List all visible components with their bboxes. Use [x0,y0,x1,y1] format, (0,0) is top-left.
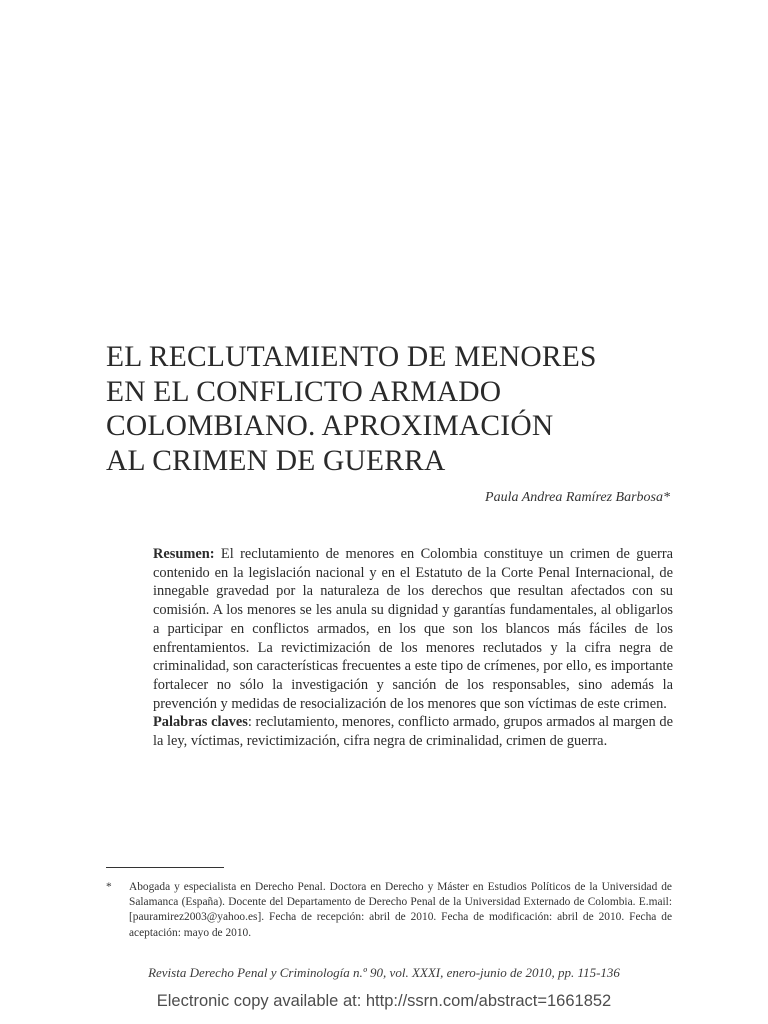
title-line-2: EN EL CONFLICTO ARMADO [106,375,502,408]
abstract-paragraph [153,545,673,713]
title-line-1: EL RECLUTAMIENTO DE MENORES [106,341,597,373]
abstract-block [153,545,673,751]
abstract-text: El reclutamiento de menores en Colombia constituye un crimen de guerra contenido en la legislación nacional y en el Estatuto de la Corte Penal Internacional, de innegable gravedad por la naturaleza de los derechos que resultan afectados con su comisión. A los menores se les anula su dignidad y garantías fundamentales, al obligarlos a participar en conflictos armados, en los que son los blancos más fáciles de los enfrentamientos. La revictimización de los menores reclutados y la cifra negra de criminalidad, son características frecuentes a este tipo de crímenes, por ello, es importante fortalecer no sólo la investigación y sanción de los responsables, sino además la prevención y medidas de resocialización de los menores que son víctimas de este crimen. [153,546,673,712]
title-line-4: AL CRIMEN DE GUERRA [106,444,446,477]
footnote-mark: * [106,881,112,893]
article-title [106,340,666,478]
author-footnote [106,880,672,941]
footnote-divider [106,867,224,868]
title-line-3: COLOMBIANO. APROXIMACIÓN [106,410,554,442]
author-name: Paula Andrea Ramírez Barbosa* [485,490,670,505]
abstract-label: Resumen: [153,546,215,562]
keywords-paragraph [153,713,673,750]
footnote-text: Abogada y especialista en Derecho Penal. Doctora en Derecho y Máster en Estudios Políticos de la Universidad de Salamanca (España). Docente del Departamento de Derecho Penal de la Universidad Externado de Colombia. E.mail: [pauramirez2003@yahoo.es]. Fecha de recepción: abril de 2010. Fecha de modificación: abril de 2010. Fecha de aceptación: mayo de 2010. [129,881,672,939]
journal-citation: Revista Derecho Penal y Criminología n.º 90, vol. XXXI, enero-junio de 2010, pp. 115-136 [148,965,620,980]
keywords-text: : reclutamiento, menores, conflicto armado, grupos armados al margen de la ley, víctimas, revictimización, cifra negra de criminalidad, crimen de guerra. [153,714,673,750]
ssrn-notice: Electronic copy available at: http://ssrn.com/abstract=1661852 [156,992,612,1010]
keywords-label: Palabras claves [153,714,248,731]
